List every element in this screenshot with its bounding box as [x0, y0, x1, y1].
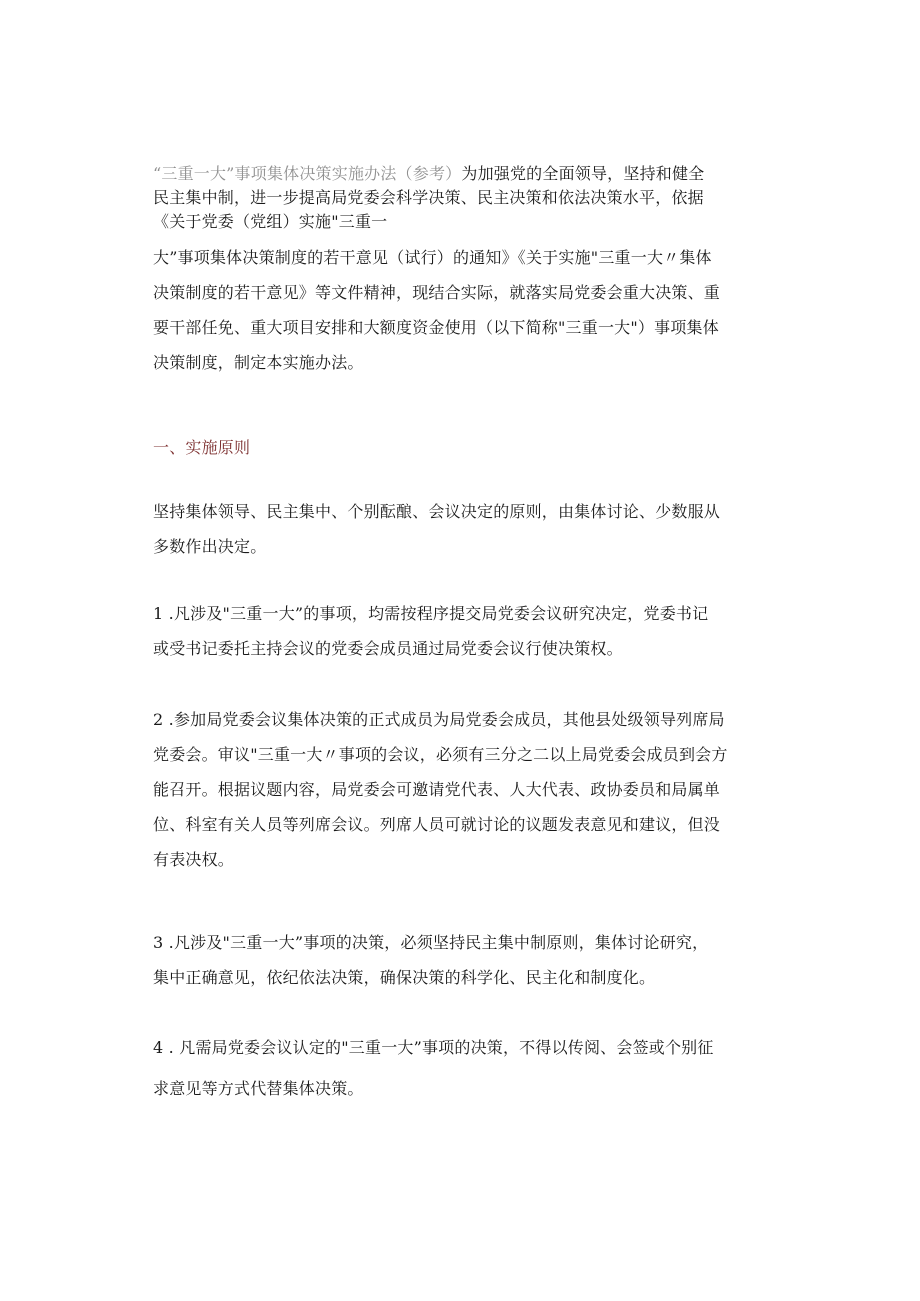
paragraph-line: 能召开。根据议题内容，局党委会可邀请党代表、人大代表、政协委员和局属单: [153, 780, 721, 799]
section-heading-principles: 一、实施原则: [153, 438, 251, 457]
paragraph-line: 2 .参加局党委会议集体决策的正式成员为局党委会成员，其他县处级领导列席局: [153, 710, 725, 729]
paragraph-line: 有表决权。: [153, 850, 235, 869]
intro-line: 民主集中制，进一步提高局党委会科学决策、民主决策和依法决策水平，依据: [153, 188, 704, 207]
paragraph-line: 集中正确意见，依纪依法决策，确保决策的科学化、民主化和制度化。: [153, 968, 656, 987]
principle-paragraph: [153, 494, 773, 564]
intro-line: 《关于党委（党组）实施"三重一: [153, 212, 388, 231]
intro-continuation-paragraph: [153, 240, 773, 380]
title-line: [153, 162, 773, 186]
list-item-2: [153, 702, 773, 877]
paragraph-line: 位、科室有关人员等列席会议。列席人员可就讨论的议题发表意见和建议，但没: [153, 815, 721, 834]
document-title: “三重一大”事项集体决策实施办法（参考）: [153, 164, 462, 183]
list-item-4: [153, 1030, 773, 1106]
document-title-intro: [153, 162, 773, 234]
paragraph-line: 求意见等方式代替集体决策。: [153, 1079, 364, 1098]
paragraph-line: 决策制度的若干意见》等文件精神，现结合实际，就落实局党委会重大决策、重: [153, 283, 721, 302]
list-item-3: [153, 925, 773, 995]
paragraph-line: 1 .凡涉及"三重一大”的事项，均需按程序提交局党委会议研究决定，党委书记: [153, 604, 709, 623]
list-item-1: [153, 596, 773, 666]
paragraph-line: 要干部任免、重大项目安排和大额度资金使用（以下简称"三重一大"）事项集体: [153, 318, 719, 337]
paragraph-line: 决策制度，制定本实施办法。: [153, 353, 364, 372]
intro-text: 为加强党的全面领导，坚持和健全: [461, 164, 705, 183]
paragraph-line: 坚持集体领导、民主集中、个别酝酿、会议决定的原则，由集体讨论、少数服从: [153, 502, 721, 521]
paragraph-line: 多数作出决定。: [153, 537, 267, 556]
paragraph-line: 或受书记委托主持会议的党委会成员通过局党委会议行使决策权。: [153, 639, 623, 658]
paragraph-line: 党委会。审议"三重一大〃事项的会议，必须有三分之二以上局党委会成员到会方: [153, 745, 728, 764]
paragraph-line: 大”事项集体决策制度的若干意见（试行）的通知》《关于实施"三重一大〃集体: [153, 248, 712, 267]
paragraph-line: 3 .凡涉及"三重一大”事项的决策，必须坚持民主集中制原则，集体讨论研究，: [153, 933, 709, 952]
paragraph-line: 4 . 凡需局党委会议认定的"三重一大”事项的决策，不得以传阅、会签或个别征: [153, 1038, 714, 1057]
